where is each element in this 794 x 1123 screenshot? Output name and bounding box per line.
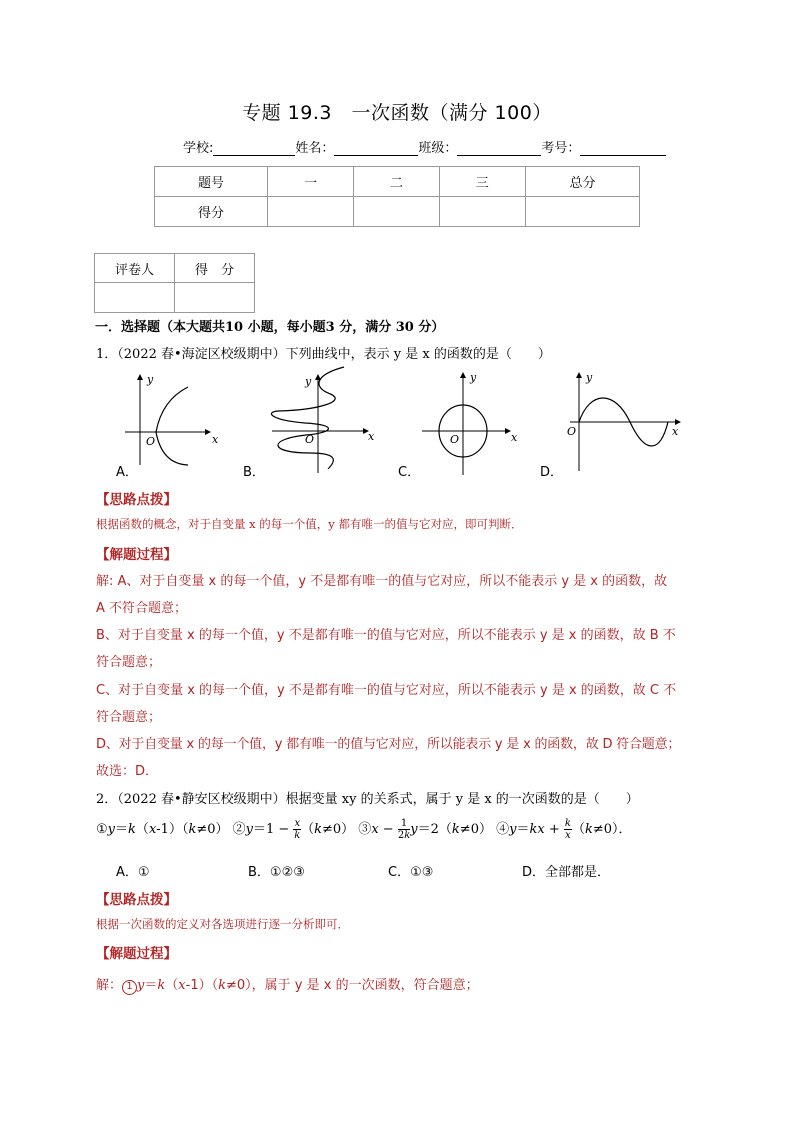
student-info-line <box>183 137 666 156</box>
q1-hint-text: 根据函数的概念，对于自变量 x 的每一个值，y 都有唯一的值与它对应，即可判断． <box>96 517 523 531</box>
q1-solution-line: 符合题意； <box>96 710 162 725</box>
number-label: 考号： <box>541 141 581 156</box>
q1-option-c[interactable]: C． <box>398 465 421 480</box>
q2-hint-text: 根据一次函数的定义对各选项进行逐一分析即可． <box>96 917 349 931</box>
graph-a <box>125 373 219 465</box>
q2-option-a[interactable]: A．① <box>116 865 150 880</box>
q1-solution-line: 解: A、对于自变量 x 的每一个值，y 不是都有唯一的值与它对应，所以不能表示 y 是 x 的函数，故 <box>96 574 668 589</box>
score-cell[interactable] <box>268 197 354 227</box>
name-label: 姓名： <box>295 141 335 156</box>
q1-option-d[interactable]: D． <box>540 465 564 480</box>
q2-solution-suffix: ，属于 y 是 x 的一次函数，符合题意； <box>251 978 479 993</box>
graph-d-y-label: y <box>586 371 593 384</box>
score-header-cell: 二 <box>354 167 439 197</box>
grader-cell[interactable] <box>174 283 254 313</box>
graph-b <box>271 367 375 473</box>
graph-d <box>567 371 680 471</box>
q2-formulas: ①y＝k（x-1）（k≠0） ②y＝1 − $\frac{x}{k}$ （k≠0） ③x − $\frac{1}{2k}$ y＝2（k≠0） ④y＝kx + $\frac{k}{x}$ （k≠0）． <box>96 818 632 841</box>
graph-c-origin-label: O <box>450 433 460 446</box>
score-header-cell: 总分 <box>525 167 639 197</box>
graph-b-y-label: y <box>305 375 312 388</box>
graph-a-x-label: x <box>212 433 219 446</box>
number-field[interactable] <box>580 141 666 156</box>
q1-solution-line: C、对于自变量 x 的每一个值，y 不是都有唯一的值与它对应，所以不能表示 y 是 x 的函数，故 C 不 <box>96 683 677 698</box>
name-field[interactable] <box>334 141 418 156</box>
q1-answer: 故选：D． <box>96 764 159 779</box>
question-2-stem: 2．（2022 春•静安区校级期中）根据变量 xy 的关系式，属于 y 是 x 的一次函数的是（ ） <box>96 792 639 807</box>
q1-hint-tag: 【思路点拨】 <box>96 492 177 508</box>
graph-c <box>422 371 518 475</box>
school-label: 学校: <box>183 141 214 156</box>
q1-solution-line: A 不符合题意； <box>96 601 188 616</box>
school-field[interactable] <box>213 141 295 156</box>
grader-table <box>94 253 255 313</box>
q1-solution-line: D、对于自变量 x 的每一个值，y 都有唯一的值与它对应，所以能表示 y 是 x 的函数，故 D 符合题意； <box>96 737 681 752</box>
class-field[interactable] <box>457 141 541 156</box>
graph-a-y-label: y <box>147 373 154 386</box>
grader-header-cell: 得 分 <box>174 254 254 283</box>
score-cell[interactable] <box>354 197 439 227</box>
q1-solution-line: 符合题意； <box>96 655 162 670</box>
graph-d-origin-label: O <box>567 425 577 438</box>
question-1-stem: 1．（2022 春•海淀区校级期中）下列曲线中，表示 y 是 x 的函数的是（ ） <box>96 347 551 362</box>
score-row-label: 得分 <box>155 197 268 227</box>
graph-b-origin-label: O <box>305 433 315 446</box>
graph-d-x-label: x <box>672 425 679 438</box>
q2-solution-line: 解： 1 y＝k（x-1）（k≠0），属于 y 是 x 的一次函数，符合题意； <box>96 978 479 993</box>
q2-option-c[interactable]: C．①③ <box>388 865 434 880</box>
grader-header-cell: 评卷人 <box>95 254 175 283</box>
score-cell[interactable] <box>525 197 639 227</box>
graph-c-y-label: y <box>470 371 477 384</box>
score-cell[interactable] <box>439 197 525 227</box>
score-header-cell: 三 <box>439 167 525 197</box>
section-title: 一．选择题（本大题共10 小题，每小题3 分，满分 30 分） <box>95 320 445 335</box>
class-label: 班级： <box>418 141 458 156</box>
q2-process-tag: 【解题过程】 <box>96 946 177 962</box>
q1-solution-line: B、对于自变量 x 的每一个值，y 不是都有唯一的值与它对应，所以不能表示 y 是 x 的函数，故 B 不 <box>96 628 676 643</box>
q1-option-a[interactable]: A． <box>116 465 138 480</box>
q1-process-tag: 【解题过程】 <box>96 547 177 563</box>
grader-cell[interactable] <box>95 283 175 313</box>
score-table <box>154 166 640 227</box>
graph-c-x-label: x <box>511 431 518 444</box>
q2-option-b[interactable]: B．①②③ <box>248 865 305 880</box>
score-header-cell: 题号 <box>155 167 268 197</box>
graph-b-x-label: x <box>368 430 375 443</box>
q1-option-b[interactable]: B． <box>243 465 265 480</box>
score-header-cell: 一 <box>268 167 354 197</box>
q2-solution-prefix: 解： <box>96 978 123 993</box>
q2-option-d[interactable]: D．全部都是． <box>522 865 611 880</box>
q2-hint-tag: 【思路点拨】 <box>96 892 177 908</box>
page-title: 专题 19.3 一次函数（满分 100） <box>242 102 552 124</box>
graph-a-origin-label: O <box>146 435 156 448</box>
